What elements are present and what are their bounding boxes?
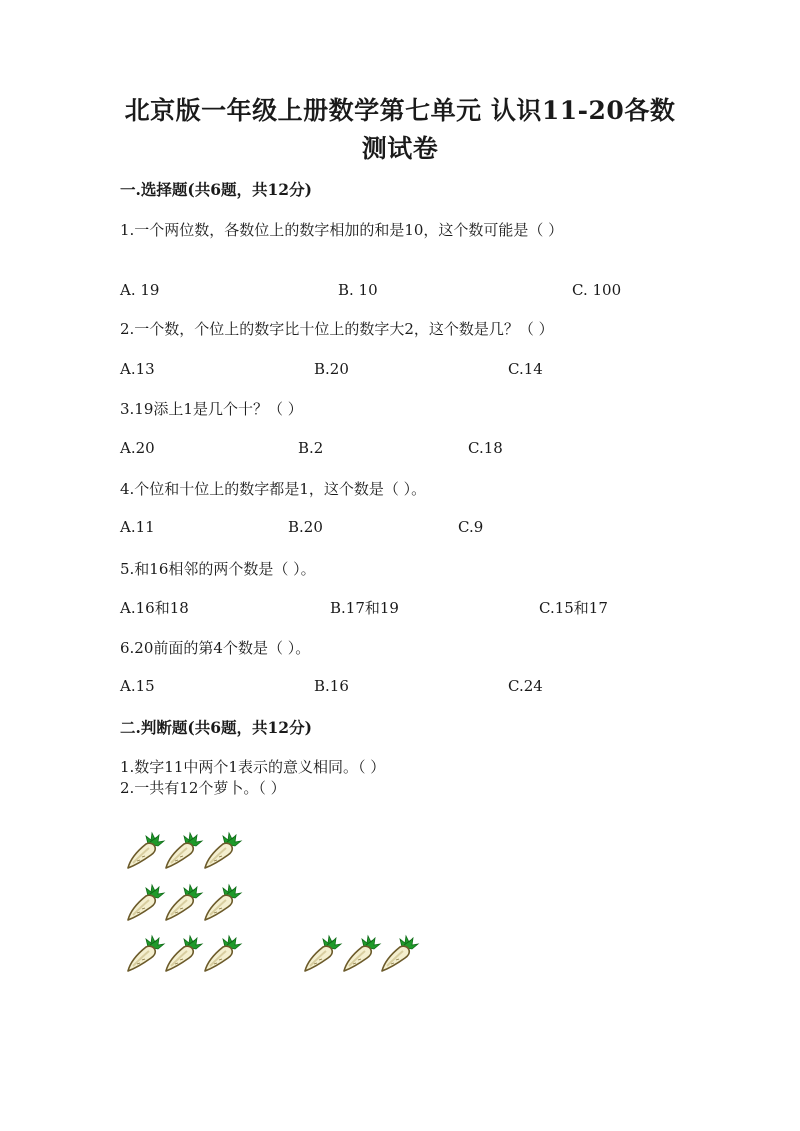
carrot-icon	[301, 933, 343, 975]
option-5c: C.15和17	[539, 599, 608, 617]
question-2: 2.一个数，个位上的数字比十位上的数字大2，这个数是几？（ ）	[120, 320, 554, 338]
section-heading-choice: 一.选择题(共6题，共12分)	[120, 180, 312, 199]
option-1c: C. 100	[572, 281, 622, 299]
option-3b: B.2	[298, 439, 324, 457]
title-line-2: 测试卷	[361, 134, 439, 163]
option-6a: A.15	[120, 677, 155, 695]
carrot-icon	[340, 933, 382, 975]
option-3c: C.18	[468, 439, 503, 457]
option-5b: B.17和19	[330, 599, 399, 617]
carrot-icon	[201, 933, 243, 975]
question-5: 5.和16相邻的两个数是（ ）。	[120, 560, 316, 578]
question-6: 6.20前面的第4个数是（ ）。	[120, 639, 311, 657]
judgement-question-2: 2.一共有12个萝卜。（ ）	[120, 779, 286, 797]
carrot-icon	[201, 830, 243, 872]
option-3a: A.20	[120, 439, 155, 457]
option-2c: C.14	[508, 360, 543, 378]
carrot-icon	[124, 882, 166, 924]
option-6c: C.24	[508, 677, 543, 695]
title-line-1: 北京版一年级上册数学第七单元 认识11-20各数	[124, 96, 676, 125]
option-1a: A. 19	[120, 281, 160, 299]
option-1b: B. 10	[338, 281, 378, 299]
carrot-icon	[162, 830, 204, 872]
option-5a: A.16和18	[120, 599, 189, 617]
option-4a: A.11	[120, 518, 155, 536]
option-2a: A.13	[120, 360, 155, 378]
carrot-icon	[201, 882, 243, 924]
option-6b: B.16	[314, 677, 349, 695]
carrot-icon	[162, 882, 204, 924]
page-title	[0, 92, 800, 168]
question-3: 3.19添上1是几个十？（ ）	[120, 400, 303, 418]
question-1: 1.一个两位数，各数位上的数字相加的和是10，这个数可能是（ ）	[120, 221, 564, 239]
question-4: 4.个位和十位上的数字都是1，这个数是（ ）。	[120, 480, 427, 498]
carrot-icon	[162, 933, 204, 975]
option-4c: C.9	[458, 518, 484, 536]
carrot-icon	[124, 933, 166, 975]
section-heading-judgement: 二.判断题(共6题，共12分)	[120, 718, 312, 737]
carrot-icon	[378, 933, 420, 975]
carrot-icon	[124, 830, 166, 872]
option-4b: B.20	[288, 518, 323, 536]
judgement-question-1: 1.数字11中两个1表示的意义相同。（ ）	[120, 758, 386, 776]
option-2b: B.20	[314, 360, 349, 378]
